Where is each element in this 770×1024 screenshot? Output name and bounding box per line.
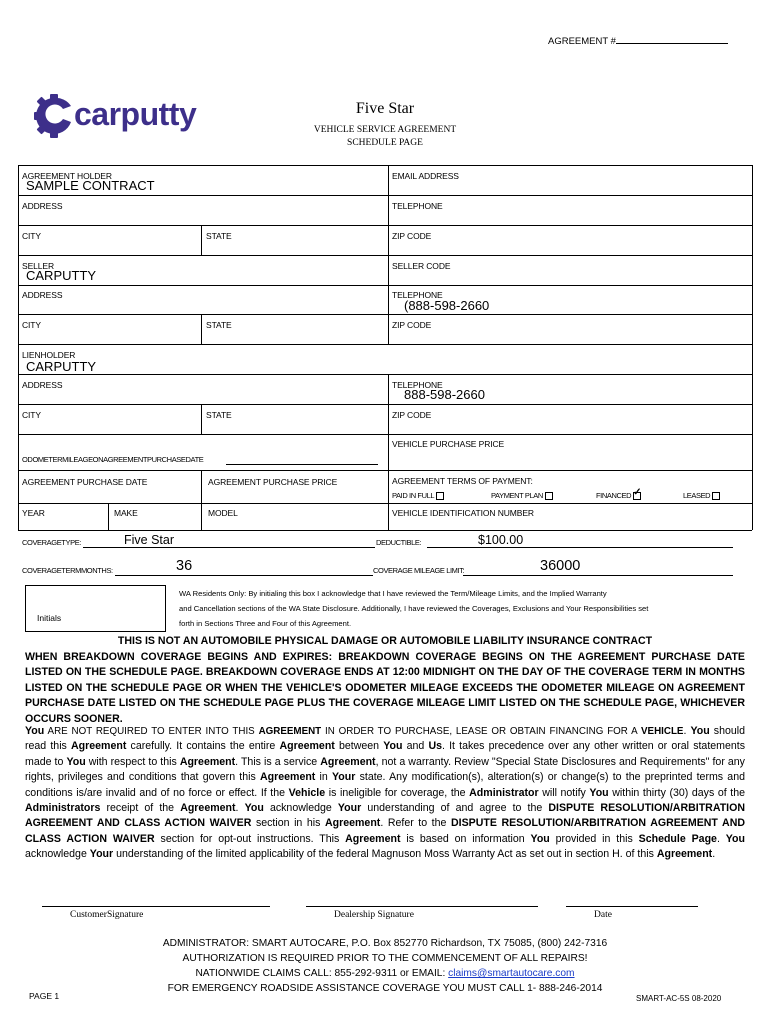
holder-telephone-field[interactable] [390, 210, 750, 224]
seller-zip-label: ZIP CODE [392, 320, 432, 330]
holder-state-label: STATE [206, 231, 232, 241]
roadside-info: FOR EMERGENCY ROADSIDE ASSISTANCE COVERAGE YOU MUST CALL 1- 888-246-2014 [167, 983, 603, 994]
deductible-line [427, 547, 733, 548]
paid-in-full-checkbox[interactable] [436, 492, 444, 500]
financed-checkbox[interactable] [633, 487, 642, 500]
coverage-mileage-field[interactable]: 36000 [540, 558, 581, 574]
grid-line [18, 195, 752, 196]
coverage-term-field[interactable]: 36 [176, 558, 193, 574]
coverage-type-line [83, 547, 375, 548]
page-subtitle-2: SCHEDULE PAGE [347, 138, 423, 148]
grid-line [201, 225, 202, 255]
model-label: MODEL [208, 508, 238, 518]
logo-wordmark: carputty [74, 96, 197, 132]
coverage-mileage-line [463, 575, 733, 576]
grid-line [388, 374, 389, 530]
lienholder-city-field[interactable] [20, 419, 200, 433]
grid-line [752, 165, 753, 530]
vin-label: VEHICLE IDENTIFICATION NUMBER [392, 508, 534, 518]
lienholder-label: LIENHOLDER [22, 350, 76, 360]
seller-state-label: STATE [206, 320, 232, 330]
lienholder-state-field[interactable] [203, 419, 387, 433]
wa-disclosure-line: and Cancellation sections of the WA State Disclosure. Additionally, I have reviewed the Coverages, Exclusions and Your Responsibilities set [179, 604, 649, 613]
deductible-field[interactable]: $100.00 [478, 533, 524, 547]
grid-line [18, 434, 752, 435]
claims-email-link[interactable]: claims@smartautocare.com [448, 968, 575, 979]
wa-disclosure [179, 586, 648, 631]
grid-line [18, 165, 752, 166]
coverage-term-line [115, 575, 373, 576]
agreement-purchase-date-field[interactable] [20, 486, 200, 502]
grid-line [18, 314, 752, 315]
holder-city-field[interactable] [20, 240, 200, 254]
seller-address-field[interactable] [20, 299, 386, 313]
seller-label: SELLER [22, 261, 55, 271]
dealership-signature-line[interactable] [306, 906, 538, 907]
coverage-term-label: COVERAGETERMMONTHS: [22, 566, 113, 575]
seller-address-label: ADDRESS [22, 290, 63, 300]
coverage-begins-notice: WHEN BREAKDOWN COVERAGE BEGINS AND EXPIRES: BREAKDOWN COVERAGE BEGINS ON THE AGREEMENT PURCHASE DATE LISTED ON THE SCHEDULE PAGE. BREAKDOWN COVERAGE ENDS AT 12:00 MIDNIGHT ON THE DAY OF THE COVERAGE TERM IN MONTHS LISTED ON THE SCHEDULE PAGE OR WHEN THE VEHICLE'S ODOMETER MILEAGE EXCEEDS THE ODOMETER MILEAGE ON AGREEMENT PURCHASE DATE LISTED ON THE SCHEDULE PAGE PLUS THE COVERAGE MILEAGE LIMIT LISTED ON THE SCHEDULE PAGE, WHICHEVER OCCURS SOONER. [25, 651, 745, 725]
dealership-signature-label: Dealership Signature [334, 910, 414, 920]
grid-line [18, 255, 752, 256]
payment-terms-label: AGREEMENT TERMS OF PAYMENT: [392, 476, 533, 486]
grid-line [201, 404, 202, 434]
grid-line [201, 470, 202, 530]
odometer-label: ODOMETERMILEAGEONAGREEMENTPURCHASEDATE [22, 455, 204, 464]
grid-line [18, 225, 752, 226]
leased-option[interactable] [683, 491, 720, 500]
seller-code-label: SELLER CODE [392, 261, 451, 271]
email-address-field[interactable] [390, 180, 750, 194]
payment-plan-option[interactable] [491, 491, 553, 500]
date-label: Date [594, 910, 612, 920]
grid-line [18, 530, 752, 531]
page-number: PAGE 1 [29, 991, 60, 1001]
grid-line [108, 503, 109, 530]
grid-line [18, 503, 752, 504]
lienholder-city-label: CITY [22, 410, 41, 420]
agreement-holder-field[interactable]: SAMPLE CONTRACT [26, 178, 155, 193]
make-label: MAKE [114, 508, 138, 518]
payment-plan-checkbox[interactable] [545, 492, 553, 500]
lienholder-field[interactable]: CARPUTTY [26, 359, 97, 374]
agreement-number-field[interactable] [616, 34, 728, 44]
initials-label: Initials [37, 613, 62, 623]
model-field[interactable] [203, 516, 387, 529]
seller-city-label: CITY [22, 320, 41, 330]
odometer-field[interactable] [226, 464, 378, 465]
financed-label: FINANCED [596, 491, 632, 500]
seller-zip-field[interactable] [390, 329, 750, 343]
grid-line [18, 404, 752, 405]
coverage-mileage-label: COVERAGE MILEAGE LIMIT: [373, 566, 465, 575]
payment-plan-label: PAYMENT PLAN [491, 491, 543, 500]
holder-telephone-label: TELEPHONE [392, 201, 443, 211]
seller-field[interactable]: CARPUTTY [26, 268, 97, 283]
coverage-type-label: COVERAGETYPE: [22, 538, 81, 547]
customer-signature-line[interactable] [42, 906, 270, 907]
insurance-notice-title: THIS IS NOT AN AUTOMOBILE PHYSICAL DAMAGE OR AUTOMOBILE LIABILITY INSURANCE CONTRACT [117, 635, 653, 647]
terms-paragraph: You ARE NOT REQUIRED TO ENTER INTO THIS AGREEMENT IN ORDER TO PURCHASE, LEASE OR OBTAIN FINANCING FOR A VEHICLE. You should read this Agreement carefully. It contains the entire Agreement between You and Us. It takes precedence over any other written or oral statements made to You with respect to this Agreement. This is a service Agreement, not a warranty. Review "Special State Disclosures and Requirements" for any rights, privileges and conditions that govern this Agreement in Your state. Any modification(s), alteration(s) or change(s) to the preprinted terms and conditions is/are invalid and of no force or effect. If the Vehicle is ineligible for coverage, the Administrator will notify You within thirty (30) days of the Administrators receipt of the Agreement. You acknowledge Your understanding of and agree to the DISPUTE RESOLUTION/ARBITRATION AGREEMENT AND CLASS ACTION WAIVER section in his Agreement. Refer to the DISPUTE RESOLUTION/ARBITRATION AGREEMENT AND CLASS ACTION WAIVER section for opt-out instructions. This Agreement is based on information You provided in this Schedule Page. You acknowledge Your understanding of the limited applicability of the federal Magnuson Moss Warranty Act as set out in section H. of this Agreement. [25, 725, 746, 861]
grid-line [18, 285, 752, 286]
agreement-purchase-price-field[interactable] [203, 486, 387, 502]
holder-address-field[interactable] [20, 210, 386, 224]
holder-state-field[interactable] [203, 240, 387, 254]
grid-line [18, 165, 19, 530]
agreement-number-label: AGREEMENT # [548, 36, 616, 47]
seller-state-field[interactable] [203, 329, 387, 343]
paid-in-full-label: PAID IN FULL [392, 491, 435, 500]
year-label: YEAR [22, 508, 45, 518]
authorization-notice: AUTHORIZATION IS REQUIRED PRIOR TO THE COMMENCEMENT OF ALL REPAIRS! [182, 953, 588, 964]
holder-zip-field[interactable] [390, 240, 750, 254]
paid-in-full-option[interactable] [392, 491, 444, 500]
vehicle-purchase-price-label: VEHICLE PURCHASE PRICE [392, 439, 505, 449]
administrator-info: ADMINISTRATOR: SMART AUTOCARE, P.O. Box 852770 Richardson, TX 75085, (800) 242-7316 [162, 938, 608, 949]
lienholder-zip-label: ZIP CODE [392, 410, 432, 420]
leased-checkbox[interactable] [712, 492, 720, 500]
holder-address-label: ADDRESS [22, 201, 63, 211]
grid-line [201, 314, 202, 344]
wa-disclosure-line: forth in Sections Three and Four of this Agreement. [179, 619, 352, 628]
leased-label: LEASED [683, 491, 711, 500]
form-code: SMART-AC-5S 08-2020 [636, 994, 722, 1003]
coverage-type-field[interactable]: Five Star [124, 533, 175, 547]
lienholder-state-label: STATE [206, 410, 232, 420]
agreement-purchase-price-label: AGREEMENT PURCHASE PRICE [208, 477, 338, 487]
seller-telephone-label: TELEPHONE [392, 290, 443, 300]
grid-line [18, 344, 752, 345]
checkmark-icon: ✓ [633, 487, 642, 499]
agreement-holder-label: AGREEMENT HOLDER [22, 171, 112, 181]
vehicle-purchase-price-field[interactable] [390, 448, 750, 468]
grid-line [18, 470, 752, 471]
date-line[interactable] [566, 906, 698, 907]
lienholder-telephone-label: TELEPHONE [392, 380, 443, 390]
agreement-number [548, 34, 728, 47]
customer-signature-label: CustomerSignature [70, 910, 144, 920]
page-title: Five Star [355, 100, 415, 117]
email-address-label: EMAIL ADDRESS [392, 171, 459, 181]
claims-info [0, 968, 770, 979]
agreement-purchase-date-label: AGREEMENT PURCHASE DATE [22, 477, 148, 487]
grid-line [18, 374, 752, 375]
wa-disclosure-line: WA Residents Only: By initialing this box I acknowledge that I have reviewed the Term/Mileage Limits, and the Implied Warranty [179, 589, 607, 598]
financed-option[interactable] [596, 487, 642, 500]
seller-city-field[interactable] [20, 329, 200, 343]
make-field[interactable] [110, 516, 200, 529]
seller-telephone-field[interactable]: (888-598-2660 [404, 298, 490, 313]
page-subtitle: VEHICLE SERVICE AGREEMENT [313, 125, 457, 135]
seller-code-field[interactable] [390, 270, 750, 284]
lienholder-address-label: ADDRESS [22, 380, 63, 390]
lienholder-zip-field[interactable] [390, 419, 750, 433]
holder-zip-label: ZIP CODE [392, 231, 432, 241]
vin-field[interactable] [390, 516, 750, 529]
lienholder-address-field[interactable] [20, 389, 386, 403]
lienholder-telephone-field[interactable]: 888-598-2660 [404, 387, 485, 402]
holder-city-label: CITY [22, 231, 41, 241]
year-field[interactable] [20, 516, 106, 529]
grid-line [388, 165, 389, 345]
claims-phone: NATIONWIDE CLAIMS CALL: 855-292-9311 or EMAIL: [195, 968, 449, 979]
deductible-label: DEDUCTIBLE: [376, 538, 422, 547]
wa-initials-box[interactable] [25, 585, 166, 632]
